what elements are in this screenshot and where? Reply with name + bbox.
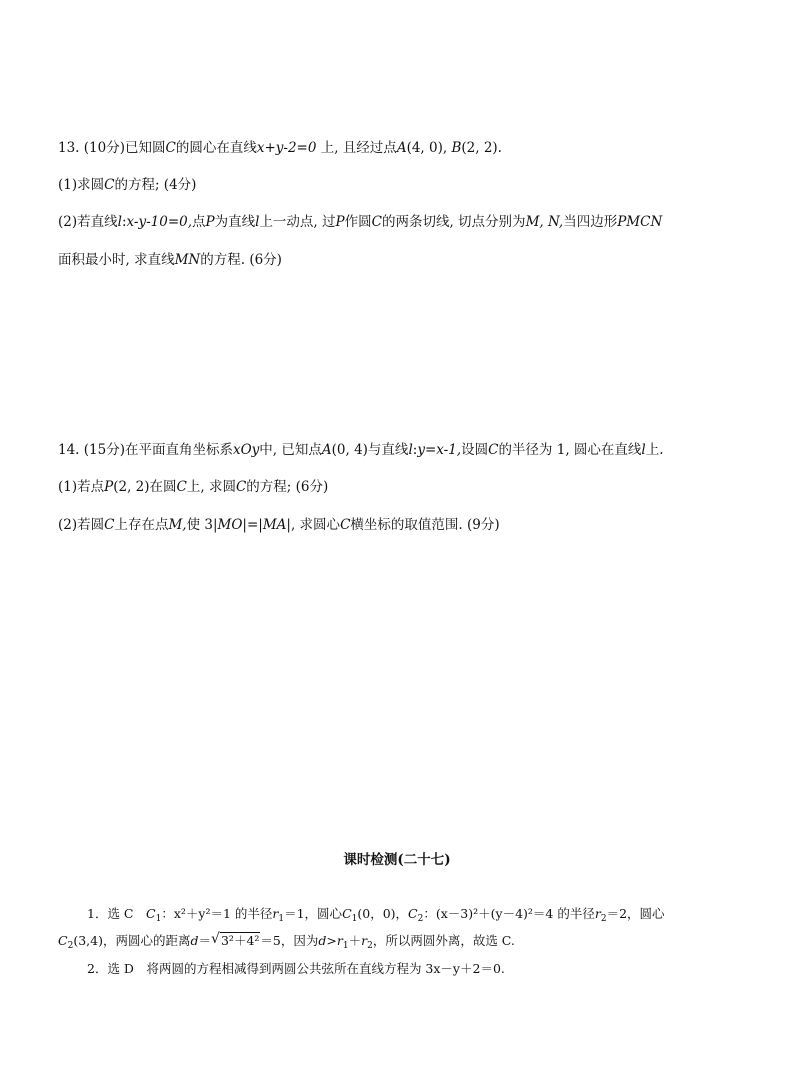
- var-C: C: [146, 906, 156, 921]
- var-C: C: [340, 517, 351, 533]
- var-MA: MA: [262, 517, 287, 533]
- q13-text: 13. (10分)已知圆: [58, 140, 166, 156]
- var-d: d: [190, 933, 199, 948]
- var-r: r: [361, 933, 368, 948]
- answer-1-text: ：: [161, 906, 174, 921]
- answer-1-line2: [58, 932, 515, 955]
- subscript: 2: [417, 914, 424, 924]
- q14-part1: [58, 478, 328, 496]
- radicand: 3²＋4²: [220, 933, 260, 948]
- var-C: C: [58, 933, 68, 948]
- answer-1-text: ：(x－3)²＋(y－4)²＝4 的半径: [423, 906, 595, 921]
- line-equation: x+y-2=0: [256, 140, 317, 156]
- q14-text: 的半径为 1, 圆心在直线: [498, 442, 642, 458]
- var-r: r: [594, 906, 601, 921]
- q13-part2-text: 当四边形: [563, 214, 618, 230]
- point-A: A: [321, 442, 332, 458]
- q13-part1-text: (1)求圆: [58, 177, 105, 193]
- var-C: C: [488, 442, 499, 458]
- q14-part2-text: 横坐标的取值范围. (9分): [350, 517, 500, 533]
- answer-2: 2．选 D 将两圆的方程相减得到两圆公共弦所在直线方程为 3x－y＋2＝0.: [87, 961, 505, 976]
- subscript: 2: [67, 941, 74, 951]
- q14-part2-text: |=|: [242, 517, 263, 533]
- q13-part1-text: 的方程; (4分): [114, 177, 197, 193]
- q13-part2-text: 的方程. (6分): [200, 252, 282, 268]
- q13-text: 上, 且经过点: [316, 140, 397, 156]
- var-P: P: [335, 214, 345, 230]
- q13-part2-text: 面积最小时, 求直线: [58, 252, 175, 268]
- point-B-coord: (2, 2).: [461, 140, 502, 156]
- var-r: r: [336, 933, 343, 948]
- sqrt-expression: √ 3²＋4²: [210, 931, 260, 948]
- q13-part1: [58, 176, 196, 194]
- answer-1-text: >: [326, 933, 337, 948]
- var-l: l: [408, 442, 413, 458]
- q14-part2-text: 上存在点: [114, 517, 169, 533]
- var-xOy: xOy: [232, 442, 260, 458]
- var-l: l: [255, 214, 260, 230]
- answer-1-text: ＝2，圆心: [606, 906, 665, 921]
- q13-part2-text: 作圆: [344, 214, 372, 230]
- q13-part2-text: :: [121, 214, 127, 230]
- answer-1-line1: [87, 905, 665, 928]
- point-B: B: [451, 140, 462, 156]
- answer-1-text: ＝1，圆心: [284, 906, 343, 921]
- var-C: C: [235, 479, 247, 495]
- q14-text: 中, 已知点: [259, 442, 322, 458]
- var-l: l: [117, 214, 122, 230]
- var-C: C: [371, 214, 382, 230]
- var-r: r: [272, 906, 279, 921]
- answer-1-text: 1．选 C: [87, 906, 146, 921]
- q14-part2-text: |, 求圆心: [286, 517, 341, 533]
- answer-1-text: ＝: [198, 933, 211, 948]
- q14-part1-text: 上, 求圆: [186, 479, 236, 495]
- q14-part1-text: (2, 2)在圆: [113, 479, 177, 495]
- q13-part2-text: 上一动点, 过: [259, 214, 336, 230]
- answer-1-text: x²＋y²＝1 的半径: [173, 906, 273, 921]
- var-MN: MN: [174, 252, 201, 268]
- q13-part2-text: 点: [192, 214, 206, 230]
- q14-text: 上.: [645, 442, 664, 458]
- subscript: 1: [342, 941, 349, 951]
- var-P: P: [205, 214, 215, 230]
- var-C: C: [342, 906, 352, 921]
- subscript: 2: [367, 941, 373, 951]
- answers-title: 课时检测(二十七): [343, 852, 451, 868]
- answer-1-text: ，所以两圆外离，故选 C.: [372, 933, 515, 948]
- var-PMCN: PMCN: [617, 214, 663, 230]
- q14-part2-text: (2)若圆: [58, 517, 105, 533]
- var-M: M,: [168, 517, 187, 533]
- subscript: 1: [278, 914, 285, 924]
- answer-1-text: (0，0)，: [357, 906, 409, 921]
- subscript: 1: [351, 914, 358, 924]
- var-C: C: [176, 479, 187, 495]
- q13-line1: [58, 139, 502, 157]
- var-l: l: [641, 442, 646, 458]
- point-A: A: [396, 140, 407, 156]
- answer-1-text: ＝5，因为: [260, 933, 319, 948]
- var-MO: MO: [217, 517, 243, 533]
- var-C: C: [104, 517, 115, 533]
- q13-part2-text: (2)若直线: [58, 214, 118, 230]
- q14-part1-text: 的方程; (6分): [246, 479, 329, 495]
- var-MN: M, N,: [525, 214, 564, 230]
- var-P: P: [104, 479, 114, 495]
- q13-part2-text: 为直线: [214, 214, 256, 230]
- answer-1-text: (3,4)，两圆心的距离: [73, 933, 191, 948]
- q14-part2: [58, 516, 500, 534]
- var-C: C: [104, 177, 115, 193]
- subscript: 1: [155, 914, 162, 924]
- q13-part2-line1: [58, 213, 662, 231]
- q14-part1-text: (1)若点: [58, 479, 105, 495]
- subscript: 2: [600, 914, 607, 924]
- var-C: C: [408, 906, 418, 921]
- var-d: d: [318, 933, 327, 948]
- line-equation: y=x-1,: [417, 442, 462, 458]
- q14-text: :: [412, 442, 418, 458]
- q14-text: 设圆: [461, 442, 489, 458]
- answer-1-text: ＋: [348, 933, 362, 948]
- q14-line1: [58, 441, 664, 459]
- var-C: C: [165, 140, 176, 156]
- q13-text: 的圆心在直线: [175, 140, 257, 156]
- point-A-coord: (4, 0),: [406, 140, 448, 156]
- q13-part2-line2: [58, 251, 282, 269]
- q13-part2-text: 的两条切线, 切点分别为: [381, 214, 526, 230]
- q14-part2-text: 使 3|: [186, 517, 218, 533]
- line-equation: x-y-10=0,: [126, 214, 193, 230]
- q14-text: 14. (15分)在平面直角坐标系: [58, 442, 233, 458]
- q14-text: (0, 4)与直线: [331, 442, 409, 458]
